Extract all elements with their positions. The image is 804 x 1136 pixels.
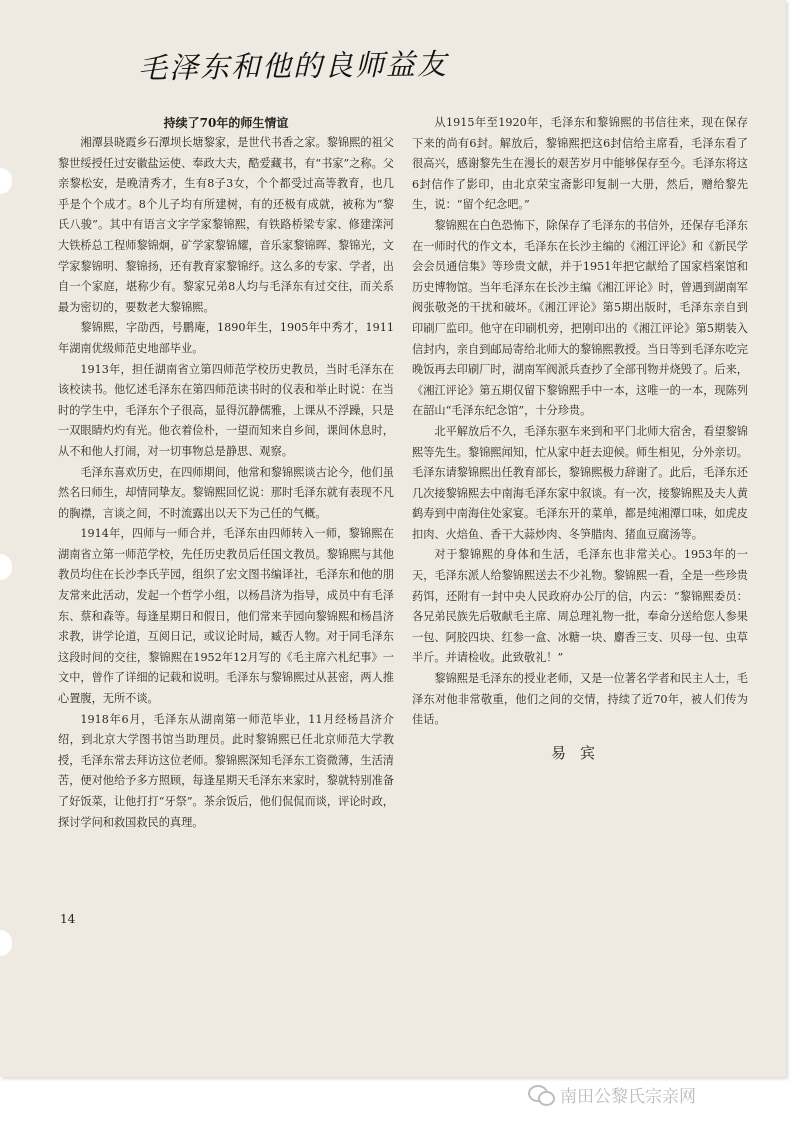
paragraph: 黎锦熙，字劭西，号鹏庵，1890年生，1905年中秀才，1911年湖南优级师范史地部毕业。 [58,321,394,355]
paragraph: 1914年，四师与一师合并，毛泽东由四师转入一师，黎锦熙在湖南省立第一师范学校，先任历史教员后任国文教员。黎锦熙与其他教员均住在长沙李氏芋园，组织了宏文图书编译社，毛泽东和他的朋友常来此活动，发起一个哲学小组，以杨昌济为指导，成员中有毛泽东、蔡和森等。每逢星期日和假日，他们常来芋园向黎锦熙和杨昌济求教，讲学论道，互阅日记，或议论时局，臧否人物。对于同毛泽东这段时间的交往，黎锦熙在1952年12月写的《毛主席六札纪事》一文中，曾作了详细的记载和说明。毛泽东与黎锦熙过从甚密，两人推心置腹，无所不谈。 [58,527,394,706]
paragraph: 从1915年至1920年，毛泽东和黎锦熙的书信往来，现在保存下来的尚有6封。解放后，黎锦熙把这6封信给主席看，毛泽东看了很高兴，感谢黎先生在漫长的艰苦岁月中能够保存至今。毛泽东将这6封信作了影印，由北京荣宝斋影印复制一大册，然后，赠给黎先生，说：“留个纪念吧。” [412,116,748,212]
punch-hole [0,930,12,956]
paragraph: 毛泽东喜欢历史，在四师期间，他常和黎锦熙谈古论今，他们虽然名曰师生，却情同挚友。黎锦熙回忆说：那时毛泽东就有表现不凡的胸襟，言谈之间，不时流露出以天下为己任的气概。 [58,465,394,520]
watermark-text: 南田公黎氏宗亲网 [560,1086,696,1107]
paragraph: 湘潭县晓霞乡石潭坝长塘黎家，是世代书香之家。黎锦熙的祖父黎世绥授任过安徽盐运使、奉政大夫，酷爱藏书，有“书家”之称。父亲黎松安，是晚清秀才，生有8子3女，个个都受过高等教育，也几乎是个个成才。8个儿子均有所建树，有的还极有成就，被称为“黎氏八骏”。其中有语言文字学家黎锦熙，有铁路桥梁专家、修建滦河大铁桥总工程师黎锦炯，矿学家黎锦耀，音乐家黎锦晖、黎锦光，文学家黎锦明、黎锦扬，还有教育家黎锦纾。这么多的专家、学者，出自一个家庭，堪称少有。黎家兄弟8人均与毛泽东有过交往，而关系最为密切的，要数老大黎锦熙。 [58,136,394,314]
paragraph: 1913年，担任湖南省立第四师范学校历史教员，当时毛泽东在该校读书。他忆述毛泽东在第四师范读书时的仪表和举止时说：在当时的学生中，毛泽东个子很高，显得沉静儒雅，上课从不浮躁，只是一双眼睛灼灼有光。他衣着俭朴，一望而知来自乡间，课间休息时，从不和他人打闹，对一切事物总是静思、观察。 [58,362,394,458]
section-heading: 持续了70年的师生情谊 [163,116,289,130]
article-title: 毛泽东和他的良师益友 [137,46,449,86]
paragraph: 对于黎锦熙的身体和生活，毛泽东也非常关心。1953年的一天，毛泽东派人给黎锦熙送去不少礼物。黎锦熙一看，全是一些珍贵药饵，还附有一封中央人民政府办公厅的信，内云：“黎锦熙委员：各兄弟民族先后敬献毛主席、周总理礼物一批，奉命分送给您人参果一包、阿胶四块、红参一盒、冰糖一块、麝香三支、贝母一包、虫草半斤。并请检收。此致敬礼！” [412,548,748,665]
paragraph: 北平解放后不久，毛泽东驱车来到和平门北师大宿舍，看望黎锦熙等先生。黎锦熙闻知，忙从家中赶去迎候。师生相见，分外亲切。毛泽东请黎锦熙出任教育部长，黎锦熙极力辞谢了。此后，毛泽东还几次接黎锦熙去中南海毛泽东家中叙谈。有一次，接黎锦熙及夫人黄鹤寿到中南海住处家宴。毛泽东开的菜单，都是纯湘潭口味，如虎皮扣肉、火焙鱼、香干大蒜炒肉、冬笋腊肉、猪血豆腐汤等。 [412,424,748,541]
author-name: 易宾 [550,743,609,762]
paragraph: 1918年6月，毛泽东从湖南第一师范毕业，11月经杨昌济介绍，到北京大学图书馆当助理员。此时黎锦熙已任北京师范大学教授，毛泽东常去拜访这位老师。黎锦熙深知毛泽东工资微薄，生活清苦，便对他给予多方照顾，每逢星期天毛泽东来家时，黎就特别准备了好饭菜，让他打打“牙祭”。茶余饭后，他们侃侃而谈，评论时政，探讨学问和救国救民的真理。 [58,712,394,829]
right-column [412,113,748,763]
wechat-icon [528,1083,554,1105]
punch-hole [0,554,12,580]
left-column [58,113,394,833]
paragraph: 黎锦熙在白色恐怖下，除保存了毛泽东的书信外，还保存毛泽东在一师时代的作文本，毛泽东在长沙主编的《湘江评论》和《新民学会会员通信集》等珍贵文献，并于1951年把它献给了国家档案馆和历史博物馆。当年毛泽东在长沙主编《湘江评论》时，曾遇到湖南军阀张敬尧的干扰和破坏。《湘江评论》第5期出版时，毛泽东亲自到印刷厂监印。他守在印刷机旁，把刚印出的《湘江评论》第5期装入信封内，亲自到邮局寄给北师大的黎锦熙教授。当日等到毛泽东吃完晚饭再去印刷厂时，湖南军阀派兵查抄了全部刊物并烧毁了。后来，《湘江评论》第五期仅留下黎锦熙手中一本，这唯一的一本，现陈列在韶山“毛泽东纪念馆”，十分珍贵。 [412,218,748,418]
page-number: 14 [60,912,76,926]
paragraph: 黎锦熙是毛泽东的授业老师，又是一位著名学者和民主人士，毛泽东对他非常敬重，他们之间的交情，持续了近70年，被人们传为佳话。 [412,672,748,727]
watermark [528,1080,778,1108]
punch-hole [0,168,12,194]
